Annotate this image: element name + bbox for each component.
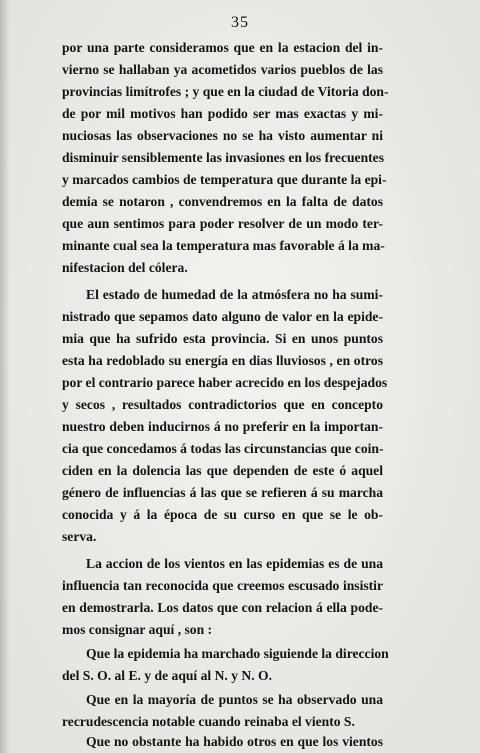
text-line: mia que ha sufrido esta provincia. Si en unos puntos — [62, 331, 383, 346]
text-line: influencia tan reconocida que creemos escusado insistir — [62, 578, 383, 593]
paragraph-first-line: El estado de humedad de la atmósfera no ha sumi- — [86, 287, 383, 302]
text-line: conocida y á la época de su curso en que se le ob- — [62, 507, 383, 522]
text-line: y secos , resultados contradictorios que en concepto — [62, 397, 383, 412]
text-line: ciden en la dolencia las que dependen de este ó aquel — [62, 463, 383, 478]
text-line: nuestro deben inducirnos á no preferir en la importan- — [62, 419, 383, 434]
paragraph-first-line: La accion de los vientos en las epidemias es de una — [86, 556, 383, 571]
paragraph-first-line: Que en la mayoría de puntos se ha observado una — [86, 692, 383, 707]
text-line: nifestacion del cólera. — [62, 260, 188, 275]
text-line: serva. — [62, 529, 97, 544]
text-line: nuciosas las observaciones no se ha visto aumentar ni — [62, 128, 383, 143]
text-line: que aun sentimos para poder resolver de un modo ter- — [62, 216, 383, 231]
text-line: en demostrarla. Los datos que con relacion á ella pode- — [62, 600, 383, 615]
text-line: por el contrario parece haber acrecido en los despejados — [62, 375, 388, 390]
text-line: esta ha redoblado su energía en dias lluviosos , en otros — [62, 353, 383, 368]
text-line: por una parte consideramos que en la estacion del in- — [62, 40, 383, 55]
text-line: provincias limítrofes ; y que en la ciudad de Vitoria don- — [62, 84, 389, 99]
text-line: género de influencias á las que se refieren á su marcha — [62, 485, 383, 500]
text-line: recrudescencia notable cuando reinaba el viento S. — [62, 714, 355, 729]
page-number: 35 — [231, 14, 249, 31]
text-line: demia se notaron , convendremos en la falta de datos — [62, 194, 383, 209]
paragraph-first-line: Que la epidemia ha marchado siguiende la direccion — [86, 646, 389, 661]
text-line: mos consignar aquí , son : — [62, 622, 213, 637]
page-gutter-shadow — [0, 0, 10, 753]
text-line: y marcados cambios de temperatura que durante la epi- — [62, 172, 387, 187]
text-line: minante cual sea la temperatura mas favorable á la ma- — [62, 238, 385, 253]
text-line: vierno se hallaban ya acometidos varios pueblos de las — [62, 62, 383, 77]
text-line: cia que concedamos á todas las circunstancias que coin- — [62, 441, 384, 456]
text-line: disminuir sensiblemente las invasiones en los frecuentes — [62, 150, 384, 165]
text-line: nistrado que sepamos dato alguno de valor en la epide- — [62, 309, 383, 324]
paragraph-first-line: Que no obstante ha habido otros en que los vientos — [86, 734, 383, 749]
text-line: de por mil motivos han podido ser mas exactas y mi- — [62, 106, 383, 121]
text-line: del S. O. al E. y de aquí al N. y N. O. — [62, 668, 272, 683]
